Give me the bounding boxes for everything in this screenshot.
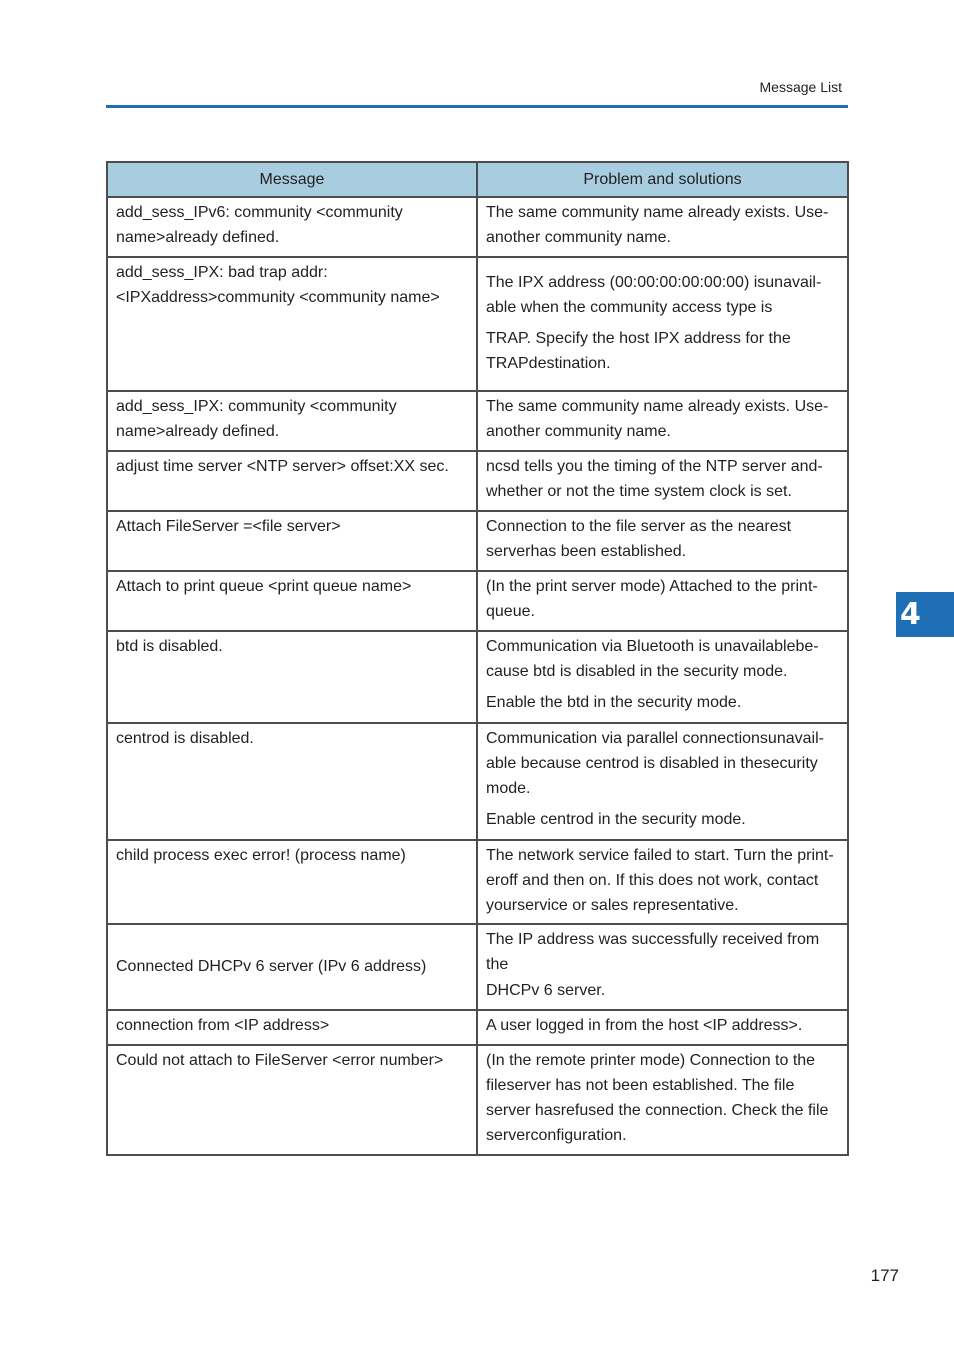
solution-cell: [477, 631, 848, 723]
solution-text: ncsd tells you the timing of the NTP server and-whether or not the time system clock is set.: [486, 458, 823, 500]
solution-text: The same community name already exists. Use-another community name.: [486, 398, 829, 440]
chapter-tab: 4: [896, 592, 954, 637]
solution-text: (In the remote printer mode) Connection to the fileserver has not been established. The file server hasrefused the connection. Check the file serverconfiguration.: [486, 1052, 829, 1144]
table-row: [107, 840, 848, 924]
solution-text: Communication via parallel connectionsunavail-able because centrod is disabled in thesecurity mode.: [486, 730, 824, 797]
table-row: [107, 511, 848, 571]
solution-cell: [477, 197, 848, 257]
message-cell: Attach to print queue <print queue name>: [107, 571, 477, 631]
solution-cell: [477, 571, 848, 631]
running-head-title: Message List: [759, 79, 842, 95]
table-row: [107, 391, 848, 451]
table-row: [107, 197, 848, 257]
table-row: [107, 1010, 848, 1045]
solution-text: The network service failed to start. Turn the print-eroff and then on. If this does not work, contact yourservice or sales representative.: [486, 847, 834, 914]
table-row: [107, 1045, 848, 1155]
solution-text: DHCPv 6 server.: [486, 982, 606, 999]
message-cell: connection from <IP address>: [107, 1010, 477, 1045]
solution-text: TRAP. Specify the host IPX address for the TRAPdestination.: [486, 330, 791, 372]
solution-cell: [477, 511, 848, 571]
page-number: 177: [870, 1266, 899, 1285]
solution-cell: [477, 924, 848, 1010]
solution-text: Enable the btd in the security mode.: [486, 694, 742, 711]
solution-cell: [477, 1010, 848, 1045]
solution-cell: [477, 257, 848, 391]
message-cell: Connected DHCPv 6 server (IPv 6 address): [107, 924, 477, 1010]
column-header-solutions: Problem and solutions: [477, 162, 848, 197]
solution-cell: [477, 451, 848, 511]
table-row: [107, 451, 848, 511]
message-cell: add_sess_IPX: bad trap addr:<IPXaddress>community <community name>: [107, 257, 477, 391]
solution-text: The same community name already exists. Use-another community name.: [486, 204, 829, 246]
message-cell: centrod is disabled.: [107, 723, 477, 840]
solution-text: Enable centrod in the security mode.: [486, 811, 746, 828]
message-cell: child process exec error! (process name): [107, 840, 477, 924]
message-cell: Could not attach to FileServer <error number>: [107, 1045, 477, 1155]
solution-cell: [477, 723, 848, 840]
header-rule: [106, 105, 848, 108]
solution-text: The IP address was successfully received from the: [486, 931, 820, 973]
message-table: [106, 161, 849, 1156]
solution-text: Communication via Bluetooth is unavailablebe-cause btd is disabled in the security mode.: [486, 638, 819, 680]
solution-text: A user logged in from the host <IP address>.: [486, 1017, 803, 1034]
solution-cell: [477, 1045, 848, 1155]
message-cell: Attach FileServer =<file server>: [107, 511, 477, 571]
table-row: [107, 257, 848, 391]
message-cell: adjust time server <NTP server> offset:XX sec.: [107, 451, 477, 511]
solution-text: (In the print server mode) Attached to the print-queue.: [486, 578, 818, 620]
solution-cell: [477, 391, 848, 451]
solution-cell: [477, 840, 848, 924]
table-row: [107, 631, 848, 723]
table-header-row: [107, 162, 848, 197]
solution-text: Connection to the file server as the nearest serverhas been established.: [486, 518, 792, 560]
solution-text: The IPX address (00:00:00:00:00:00) isunavail-able when the community access type is: [486, 274, 822, 316]
message-cell: add_sess_IPv6: community <community name>already defined.: [107, 197, 477, 257]
column-header-message: Message: [107, 162, 477, 197]
table-row: [107, 723, 848, 840]
message-cell: add_sess_IPX: community <community name>already defined.: [107, 391, 477, 451]
table-row: [107, 924, 848, 1010]
table-row: [107, 571, 848, 631]
message-cell: btd is disabled.: [107, 631, 477, 723]
